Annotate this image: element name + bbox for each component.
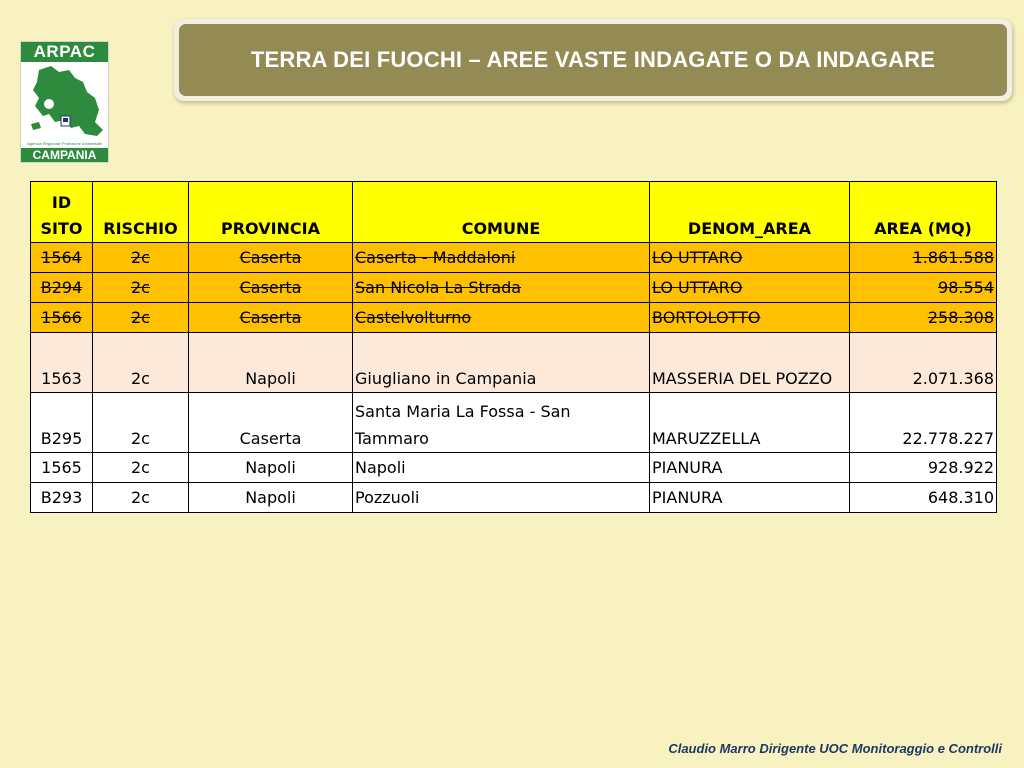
- cell-area: 2.071.368: [850, 333, 997, 393]
- cell-area: 1.861.588: [850, 243, 997, 273]
- title-banner: [174, 19, 1012, 101]
- cell-rischio: 2c: [93, 303, 189, 333]
- header-provincia: PROVINCIA: [189, 182, 353, 243]
- header-comune: COMUNE: [353, 182, 650, 243]
- cell-provincia: Caserta: [189, 243, 353, 273]
- table-row: [31, 243, 997, 273]
- logo-subtext: Agenzia Regionale Protezione Ambientale: [27, 141, 102, 146]
- cell-denom: BORTOLOTTO: [650, 303, 850, 333]
- cell-id: B293: [31, 483, 93, 513]
- header-area-mq: AREA (MQ): [850, 182, 997, 243]
- page-title: TERRA DEI FUOCHI – AREE VASTE INDAGATE O DA INDAGARE: [179, 24, 1007, 96]
- table-row: [31, 303, 997, 333]
- cell-id: 1564: [31, 243, 93, 273]
- table-row: [31, 393, 997, 453]
- table-row: [31, 483, 997, 513]
- cell-id: B294: [31, 273, 93, 303]
- table-row: [31, 453, 997, 483]
- cell-id: B295: [31, 393, 93, 453]
- cell-provincia: Caserta: [189, 303, 353, 333]
- header-rischio: RISCHIO: [93, 182, 189, 243]
- cell-provincia: Napoli: [189, 483, 353, 513]
- cell-provincia: Caserta: [189, 393, 353, 453]
- cell-denom: PIANURA: [650, 453, 850, 483]
- arpac-logo: [20, 41, 109, 163]
- cell-provincia: Napoli: [189, 453, 353, 483]
- cell-provincia: Caserta: [189, 273, 353, 303]
- cell-denom: LO UTTARO: [650, 273, 850, 303]
- cell-denom: MARUZZELLA: [650, 393, 850, 453]
- cell-rischio: 2c: [93, 243, 189, 273]
- header-denom-area: DENOM_AREA: [650, 182, 850, 243]
- cell-comune: Napoli: [353, 453, 650, 483]
- cell-rischio: 2c: [93, 273, 189, 303]
- table-row: [31, 273, 997, 303]
- cell-rischio: 2c: [93, 453, 189, 483]
- cell-provincia: Napoli: [189, 333, 353, 393]
- cell-comune: Giugliano in Campania: [353, 333, 650, 393]
- cell-comune: San Nicola La Strada: [353, 273, 650, 303]
- cell-id: 1563: [31, 333, 93, 393]
- cell-rischio: 2c: [93, 333, 189, 393]
- table-row: [31, 333, 997, 393]
- footer-author: Claudio Marro Dirigente UOC Monitoraggio e Controlli: [668, 741, 1002, 756]
- campania-map-icon: [25, 64, 105, 140]
- cell-area: 928.922: [850, 453, 997, 483]
- cell-comune: Caserta - Maddaloni: [353, 243, 650, 273]
- sites-table: [30, 181, 997, 513]
- cell-denom: MASSERIA DEL POZZO: [650, 333, 850, 393]
- cell-area: 98.554: [850, 273, 997, 303]
- logo-text: ARPAC: [21, 42, 108, 62]
- cell-area: 258.308: [850, 303, 997, 333]
- header-id-sito: ID SITO: [31, 182, 93, 243]
- cell-comune: Pozzuoli: [353, 483, 650, 513]
- cell-comune: Santa Maria La Fossa - San Tammaro: [353, 393, 650, 453]
- cell-comune: Castelvolturno: [353, 303, 650, 333]
- cell-area: 648.310: [850, 483, 997, 513]
- cell-denom: LO UTTARO: [650, 243, 850, 273]
- table-header-row: [31, 182, 997, 243]
- cell-id: 1566: [31, 303, 93, 333]
- logo-region: CAMPANIA: [21, 148, 108, 162]
- cell-denom: PIANURA: [650, 483, 850, 513]
- cell-rischio: 2c: [93, 393, 189, 453]
- cell-rischio: 2c: [93, 483, 189, 513]
- cell-area: 22.778.227: [850, 393, 997, 453]
- cell-id: 1565: [31, 453, 93, 483]
